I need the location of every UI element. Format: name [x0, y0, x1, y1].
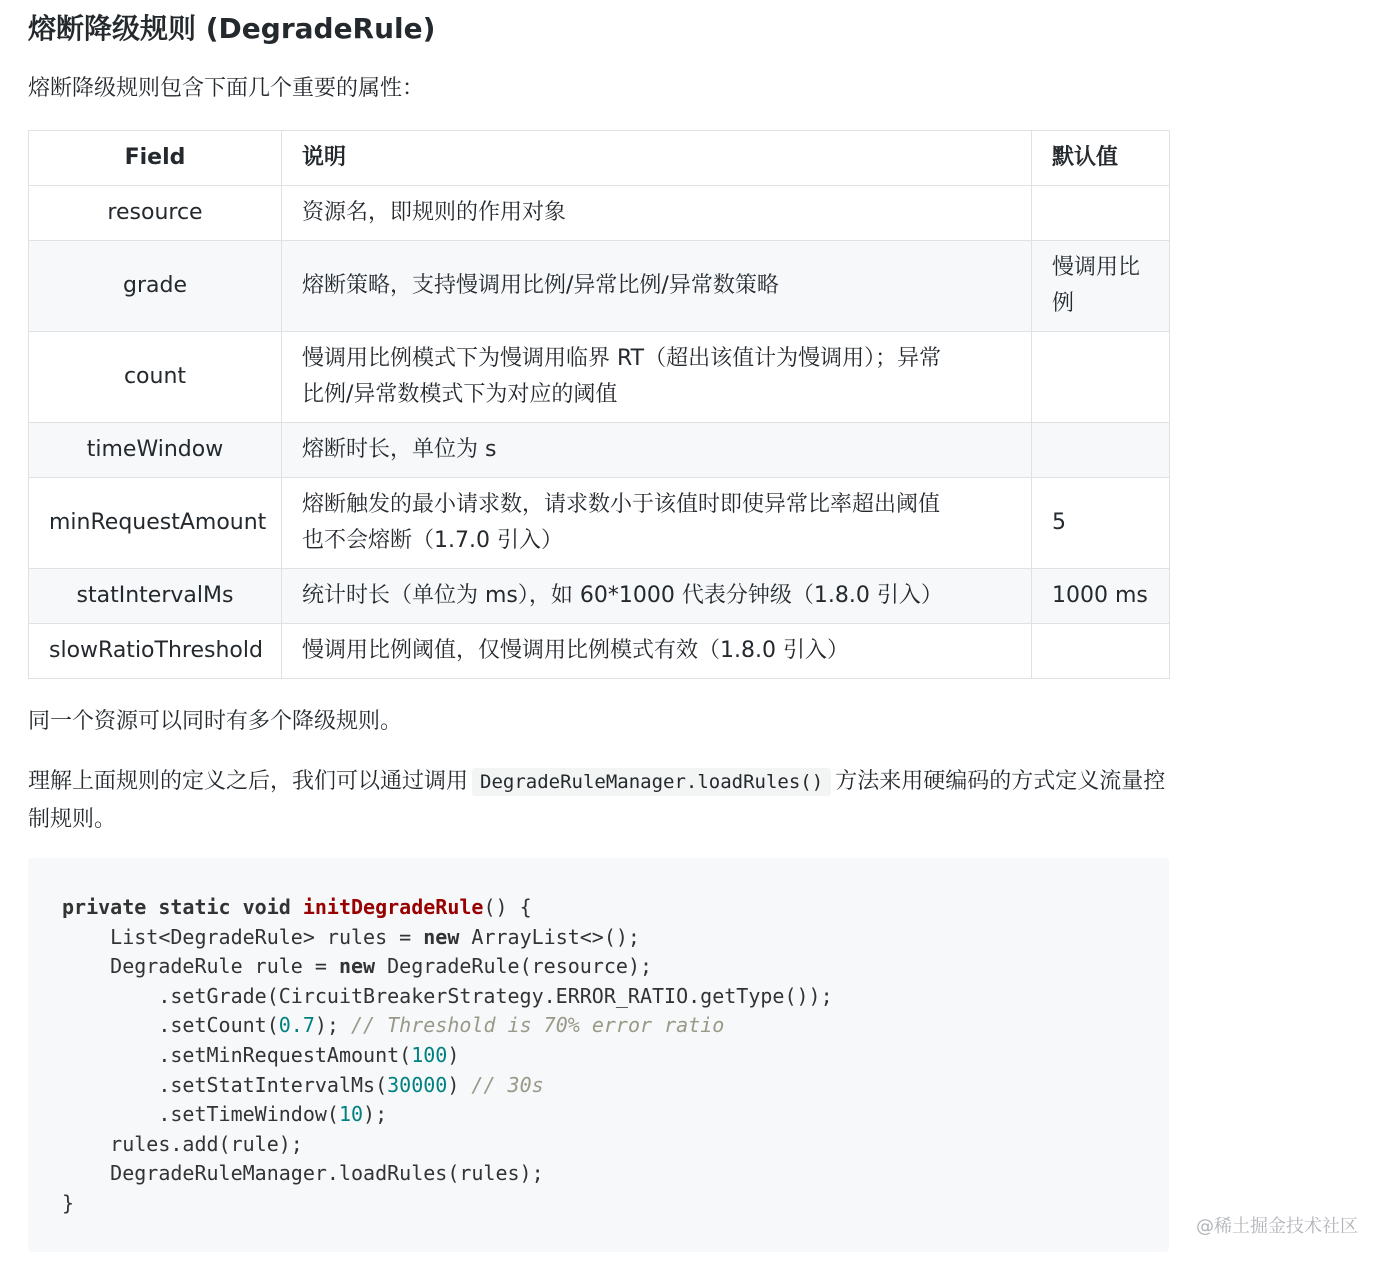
cell-desc [282, 478, 1032, 569]
code-number: 100 [411, 1042, 448, 1067]
code-block [28, 858, 1169, 1252]
code-number: 0.7 [278, 1013, 315, 1038]
code-function-name: initDegradeRule [302, 895, 484, 919]
cell-field: count [29, 332, 282, 423]
intro-paragraph: 熔断降级规则包含下面几个重要的属性： [28, 76, 425, 101]
cell-desc: 熔断时长，单位为 s [282, 423, 1032, 478]
code-text: ); [314, 1013, 351, 1038]
cell-field: minRequestAmount [29, 478, 282, 569]
table-row [29, 186, 1170, 241]
cell-default [1032, 624, 1170, 679]
paragraph-text: 理解上面规则的定义之后，我们可以通过调用 [28, 769, 469, 794]
watermark: @稀土掘金技术社区 [1196, 1216, 1358, 1237]
table-row [29, 569, 1170, 624]
cell-desc: 慢调用比例阈值，仅慢调用比例模式有效（1.8.0 引入） [282, 624, 1032, 679]
table-row [29, 241, 1170, 332]
header-default: 默认值 [1032, 131, 1170, 186]
code-text: rules.add(rule); [62, 1131, 303, 1156]
code-text: .setCount( [62, 1013, 279, 1038]
code-text: DegradeRuleManager.loadRules(rules); [62, 1161, 544, 1186]
code-text: .setTimeWindow( [62, 1102, 339, 1127]
cell-default-line: 例 [1052, 291, 1075, 316]
code-number: 30000 [387, 1072, 448, 1097]
cell-default [1032, 186, 1170, 241]
cell-default: 1000 ms [1032, 569, 1170, 624]
cell-desc: 熔断策略，支持慢调用比例/异常比例/异常数策略 [282, 241, 1032, 332]
header-desc: 说明 [282, 131, 1032, 186]
cell-default [1032, 332, 1170, 423]
code-comment: // 30s [471, 1072, 544, 1097]
code-text: ArrayList<>(); [459, 924, 640, 949]
cell-field: statIntervalMs [29, 569, 282, 624]
cell-field: timeWindow [29, 423, 282, 478]
degrade-rule-table [28, 130, 1170, 679]
code-text: } [62, 1190, 75, 1215]
code-text: DegradeRule(resource); [375, 954, 653, 979]
cell-default [1032, 423, 1170, 478]
paragraph-text: 方法来用硬编码的方式定义流量控制规则。 [28, 769, 1166, 832]
code-text: .setMinRequestAmount( [62, 1042, 412, 1067]
code-text: .setStatIntervalMs( [62, 1072, 388, 1097]
table-row [29, 332, 1170, 423]
cell-desc-line: 熔断触发的最小请求数，请求数小于该值时即使异常比率超出阈值 [302, 492, 941, 517]
cell-default [1032, 241, 1170, 332]
code-number: 10 [338, 1102, 364, 1127]
code-text: DegradeRule rule = [62, 954, 339, 979]
cell-desc-line: 慢调用比例模式下为慢调用临界 RT（超出该值计为慢调用）；异常 [302, 346, 942, 371]
cell-field: grade [29, 241, 282, 332]
code-text: List<DegradeRule> rules = [62, 924, 424, 949]
code-text: ) [447, 1042, 460, 1067]
code-text: ) [447, 1072, 472, 1097]
code-keyword: new [423, 924, 460, 949]
cell-field: slowRatioThreshold [29, 624, 282, 679]
cell-field: resource [29, 186, 282, 241]
cell-desc-line: 比例/异常数模式下为对应的阈值 [302, 382, 618, 407]
table-row [29, 624, 1170, 679]
cell-default: 5 [1032, 478, 1170, 569]
multi-rule-paragraph: 同一个资源可以同时有多个降级规则。 [28, 709, 403, 734]
code-keyword: private static void [62, 895, 303, 919]
table-row [29, 478, 1170, 569]
code-text: () { [483, 895, 532, 919]
load-rules-paragraph [28, 763, 1169, 838]
cell-desc: 统计时长（单位为 ms），如 60*1000 代表分钟级（1.8.0 引入） [282, 569, 1032, 624]
cell-desc: 资源名，即规则的作用对象 [282, 186, 1032, 241]
code-text: ); [363, 1102, 388, 1127]
code-comment: // Threshold is 70% error ratio [351, 1013, 725, 1038]
inline-code: DegradeRuleManager.loadRules() [472, 768, 831, 796]
table-row [29, 423, 1170, 478]
section-heading: 熔断降级规则 (DegradeRule) [28, 12, 436, 45]
table-header-row [29, 131, 1170, 186]
header-field: Field [29, 131, 282, 186]
code-keyword: new [338, 954, 376, 979]
cell-desc [282, 332, 1032, 423]
code-text: .setGrade(CircuitBreakerStrategy.ERROR_RATIO.getType()); [62, 983, 833, 1008]
cell-desc-line: 也不会熔断（1.7.0 引入） [302, 528, 563, 553]
cell-default-line: 慢调用比 [1052, 255, 1141, 280]
